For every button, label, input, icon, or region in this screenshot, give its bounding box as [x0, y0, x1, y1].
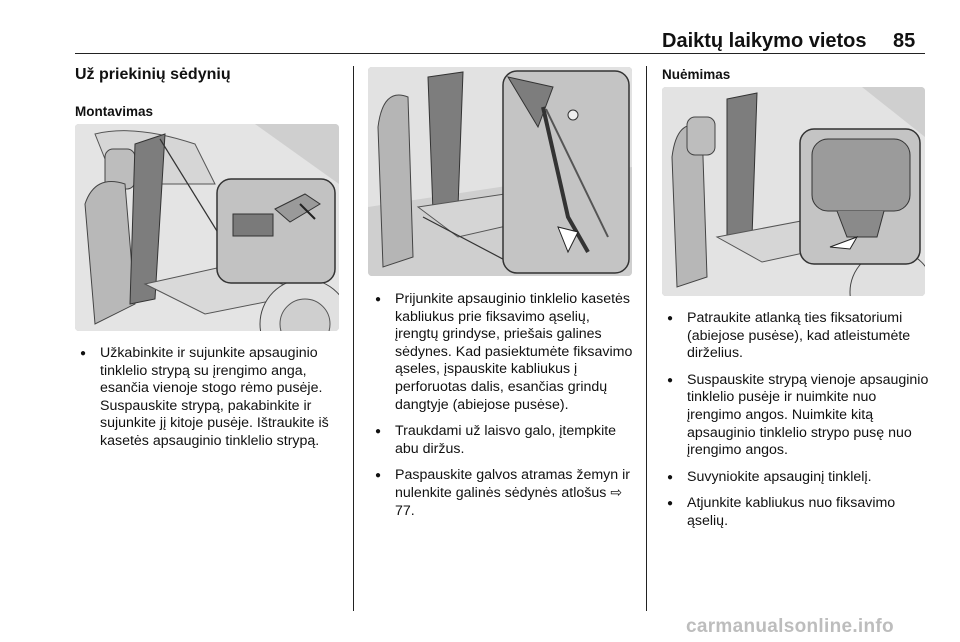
column-divider-2: [646, 66, 647, 611]
subhead-installation: Montavimas: [75, 104, 154, 119]
remove-net-drawing: [662, 87, 925, 296]
page-number: 85: [893, 30, 916, 52]
instruction-item: ● Prijunkite apsauginio tinklelio kasetės kabliukus prie fiksavimo ąselių, įrengtų grindyse, priešais galines sėdynes. Kad pasiektumėte fiksavimo ąseles, įspauskite kabliukus į perforuotas dalis, esančias grindų dangtyje (abiejose pusėse).: [370, 291, 636, 414]
instruction-item: ● Patraukite atlanką ties fiksatoriumi (abiejose pusėse), kad atleistumėte dirželius.: [662, 310, 930, 363]
watermark: carmanualsonline.info: [686, 616, 894, 637]
removal-instructions: [662, 310, 930, 540]
instruction-item: ● Atjunkite kabliukus nuo fiksavimo ąselių.: [662, 495, 930, 530]
instruction-item: ● Traukdami už laisvo galo, įtempkite abu diržus.: [370, 423, 636, 458]
header-rule: [75, 53, 925, 54]
instruction-item: [370, 467, 636, 520]
illustration-install-rod: [75, 124, 339, 331]
section-title: Už priekinių sėdynių: [75, 66, 231, 83]
instruction-text: Paspauskite galvos atramas žemyn ir nulenkite galinės sėdynės atlošus: [395, 467, 630, 501]
page-reference-number[interactable]: 77.: [395, 502, 415, 519]
install-rod-drawing: [75, 124, 339, 331]
instruction-item: ● Suspauskite strypą vienoje apsauginio tinklelio pusėje ir nuimkite nuo įrengimo angos. Nuimkite kitą apsauginio tinklelio strypo pusę nuo įrengimo angos.: [662, 372, 930, 460]
subhead-removal: Nuėmimas: [662, 67, 731, 82]
instruction-item: ● Suvyniokite apsauginį tinklelį.: [662, 469, 930, 487]
instruction-item: ● Užkabinkite ir sujunkite apsauginio tinklelio strypą su įrengimo anga, esančia vienoje stogo rėmo pusėje. Suspauskite strypą, pakabinkite ir sujunkite jį kitoje pusėje. Ištraukite iš kasetės apsauginio tinklelio strypą.: [75, 345, 340, 451]
install-instructions: [75, 345, 340, 460]
illustration-remove-net: [662, 87, 925, 296]
column-divider-1: [353, 66, 354, 611]
page-header-title: Daiktų laikymo vietos: [662, 30, 867, 52]
page-reference-icon[interactable]: ⇨: [610, 484, 623, 501]
illustration-hooks-floor: [368, 67, 632, 276]
hooks-floor-drawing: [368, 67, 632, 276]
attach-instructions: [370, 291, 636, 529]
